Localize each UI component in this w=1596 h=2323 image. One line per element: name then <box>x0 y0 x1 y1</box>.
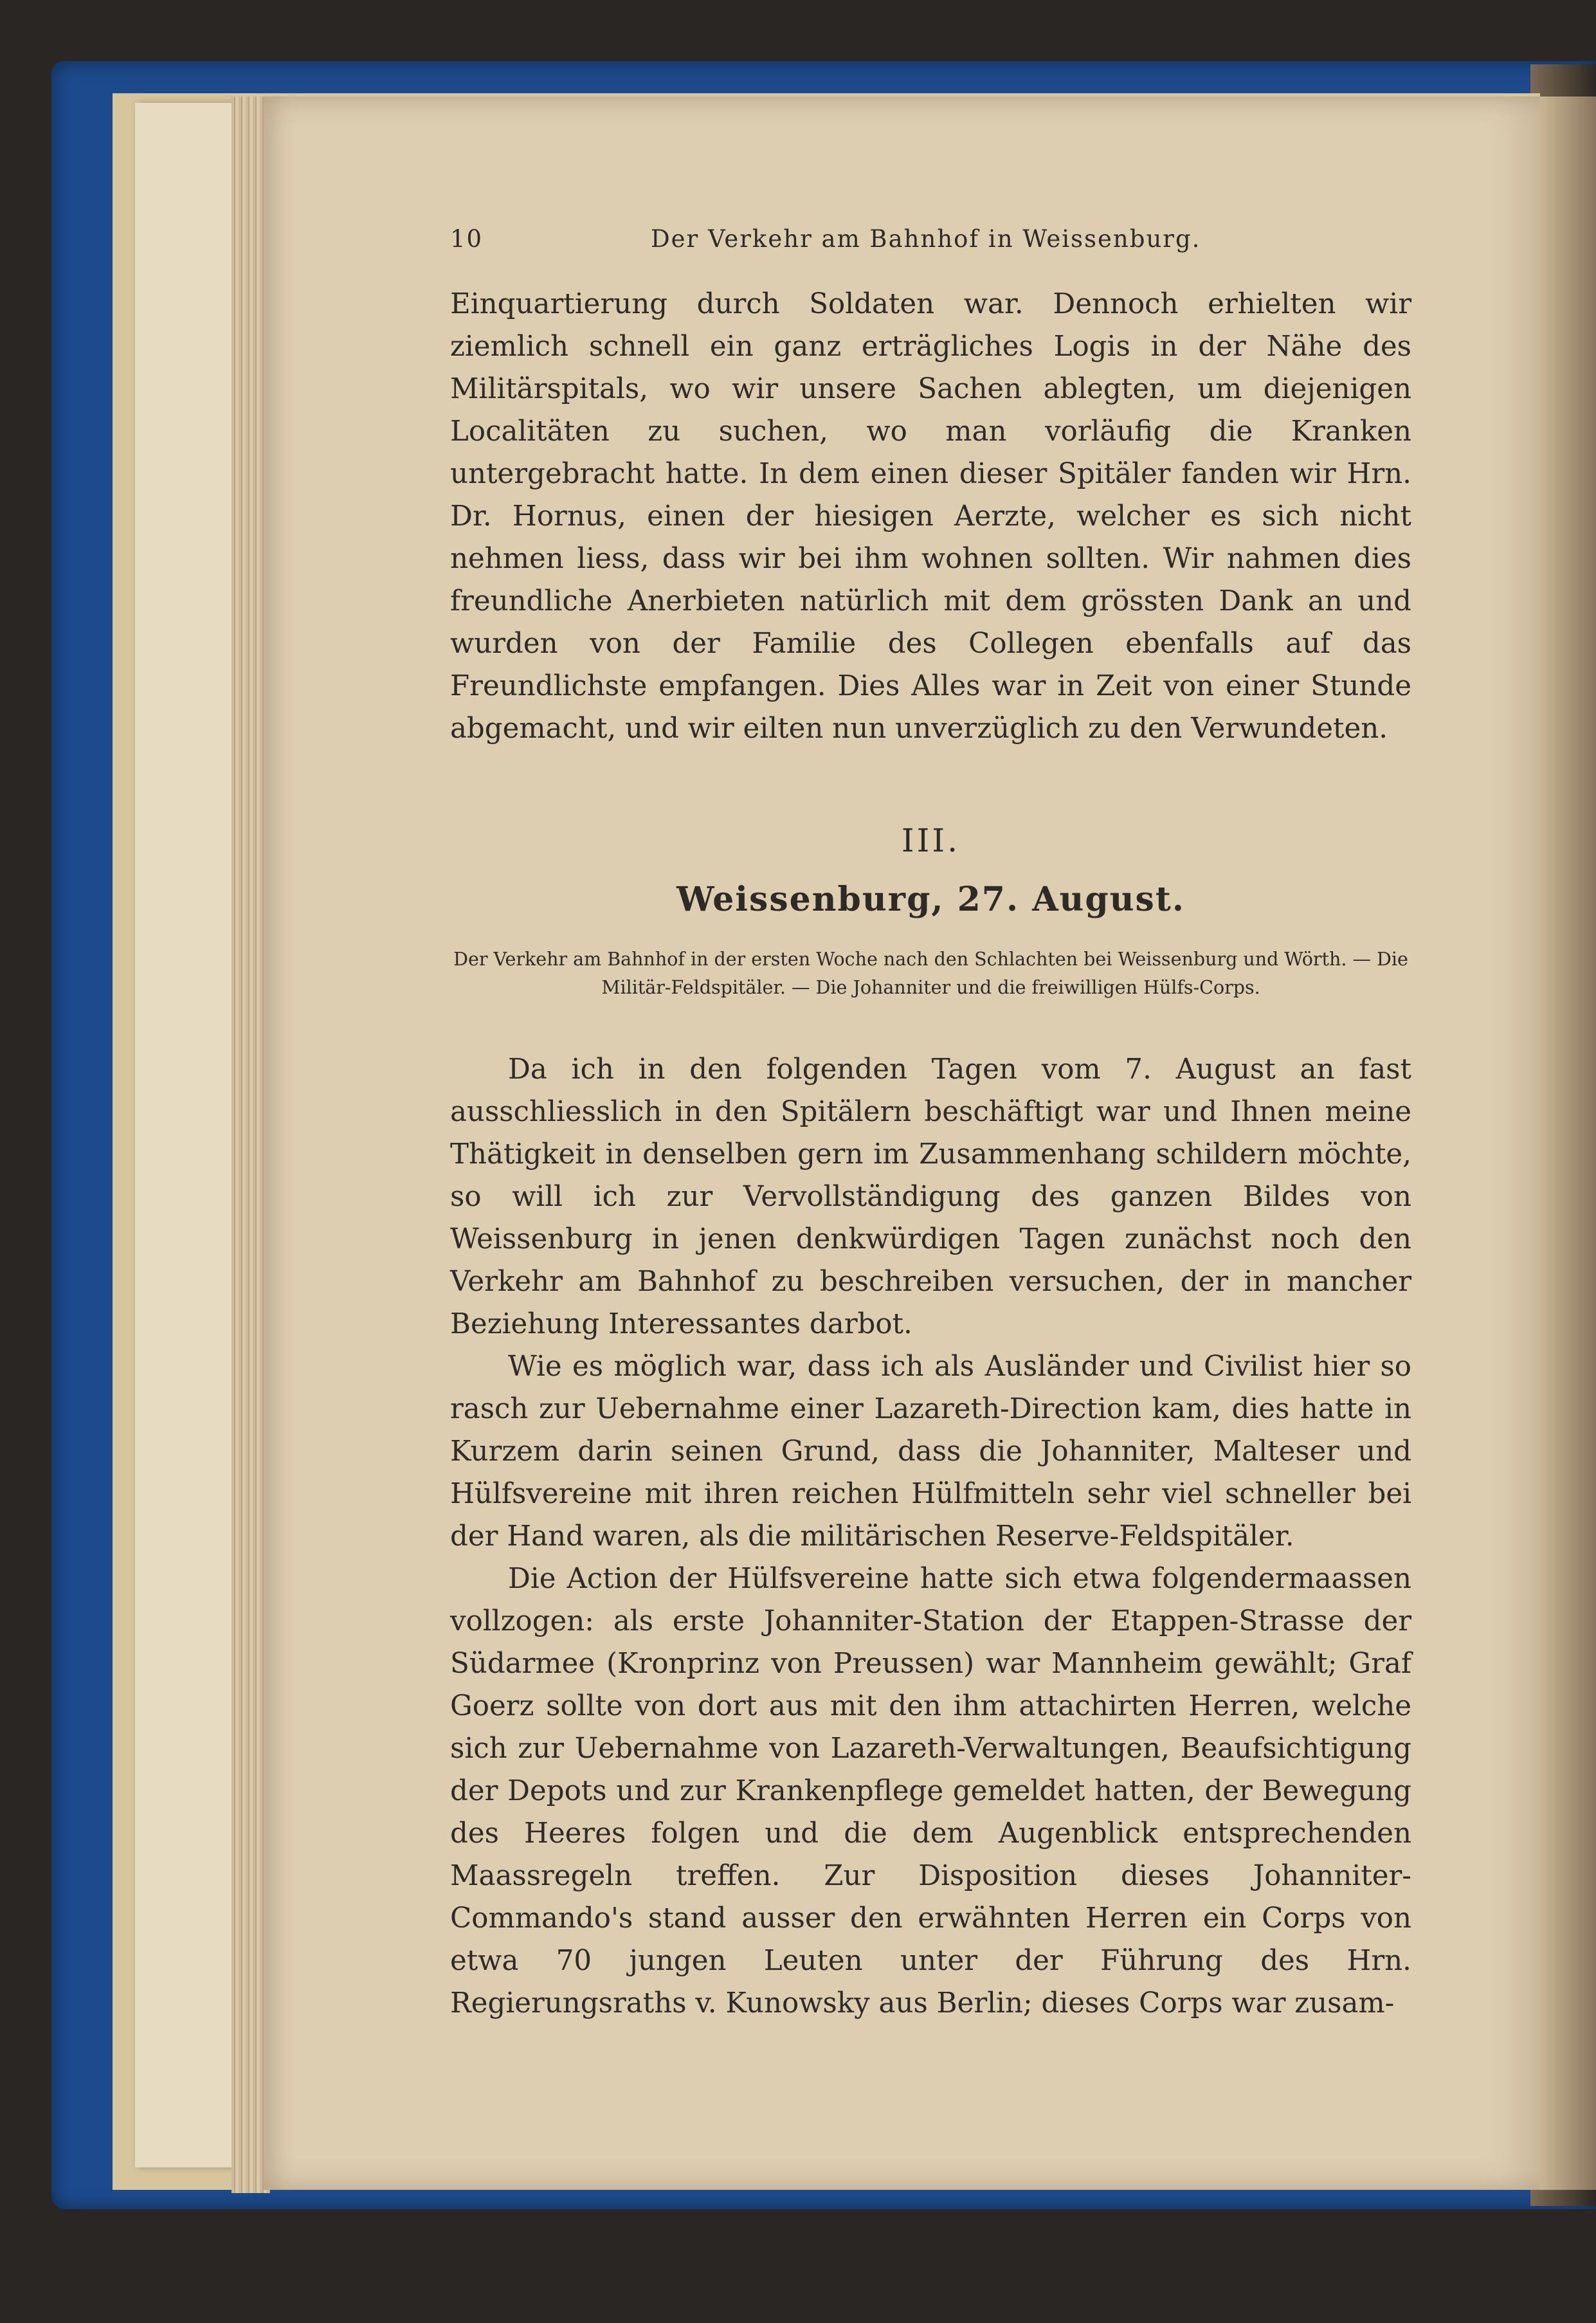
chapter-number: III. <box>901 822 961 859</box>
chapter-summary: Der Verkehr am Bahnhof in der ersten Woche nach den Schlachten bei Weissenburg und Wörth. — Die Militär-Feldspitäler. — Die Johanniter und die freiwilligen Hülfs-Corps. <box>453 949 1408 998</box>
running-header <box>450 225 1260 264</box>
paragraph: Einquartierung durch Soldaten war. Dennoch erhielten wir ziemlich schnell ein ganz erträgliches Logis in der Nähe des Militärspitals, wo wir unsere Sachen ablegten, um diejenigen Localitäten zu suchen, wo man vorläufig die Kranken untergebracht hatte. In dem einen dieser Spitäler fanden wir Hrn. Dr. Hornus, einen der hiesigen Aerzte, welcher es sich nicht nehmen liess, dass wir bei ihm wohnen sollten. Wir nahmen dies freundliche Anerbieten natürlich mit dem grössten Dank an und wurden von der Familie des Collegen ebenfalls auf das Freundlichste empfangen. Dies Alles war in Zeit von einer Stunde abgemacht, und wir eilten nun unverzüglich zu den Verwundeten. <box>450 288 1411 745</box>
page-number: 10 <box>450 225 484 253</box>
paragraph: Da ich in den folgenden Tagen vom 7. August an fast ausschliesslich in den Spitälern beschäftigt war und Ihnen meine Thätigkeit in denselben gern im Zusammenhang schildern möchte, so will ich zur Vervollständigung des ganzen Bildes von Weissenburg in jenen denkwürdigen Tagen zunächst noch den Verkehr am Bahnhof zu beschreiben versuchen, der in mancher Beziehung Interessantes darbot. <box>450 1053 1411 1340</box>
running-title: Der Verkehr am Bahnhof in Weissenburg. <box>651 225 1201 253</box>
paragraph: Wie es möglich war, dass ich als Ausländer und Civilist hier so rasch zur Uebernahme einer Lazareth-Direction kam, dies hatte in Kurzem darin seinen Grund, dass die Johanniter, Malteser und Hülfsvereine mit ihren reichen Hülfmitteln sehr viel schneller bei der Hand waren, als die militärischen Reserve-Feldspitäler. <box>450 1351 1411 1553</box>
endpaper <box>135 103 238 2167</box>
page-edge-shadow <box>1540 96 1596 2190</box>
chapter-body <box>450 1048 1411 2025</box>
paragraph: Die Action der Hülfsvereine hatte sich etwa folgendermaassen vollzogen: als erste Johanniter-Station der Etappen-Strasse der Südarmee (Kronprinz von Preussen) war Mannheim gewählt; Graf Goerz sollte von dort aus mit den ihm attachirten Herren, welche sich zur Uebernahme von Lazareth-Verwaltungen, Beaufsichtigung der Depots und zur Krankenpflege gemeldet hatten, der Bewegung des Heeres folgen und die dem Augenblick entsprechenden Maassregeln treffen. Zur Disposition dieses Johanniter-Commando's stand ausser den erwähnten Herren ein Corps von etwa 70 jungen Leuten unter der Führung des Hrn. Regierungsraths v. Kunowsky aus Berlin; dieses Corps war zusam- <box>450 1563 1411 2019</box>
continuation-text <box>450 283 1411 750</box>
chapter-heading: Weissenburg, 27. August. <box>676 880 1185 919</box>
